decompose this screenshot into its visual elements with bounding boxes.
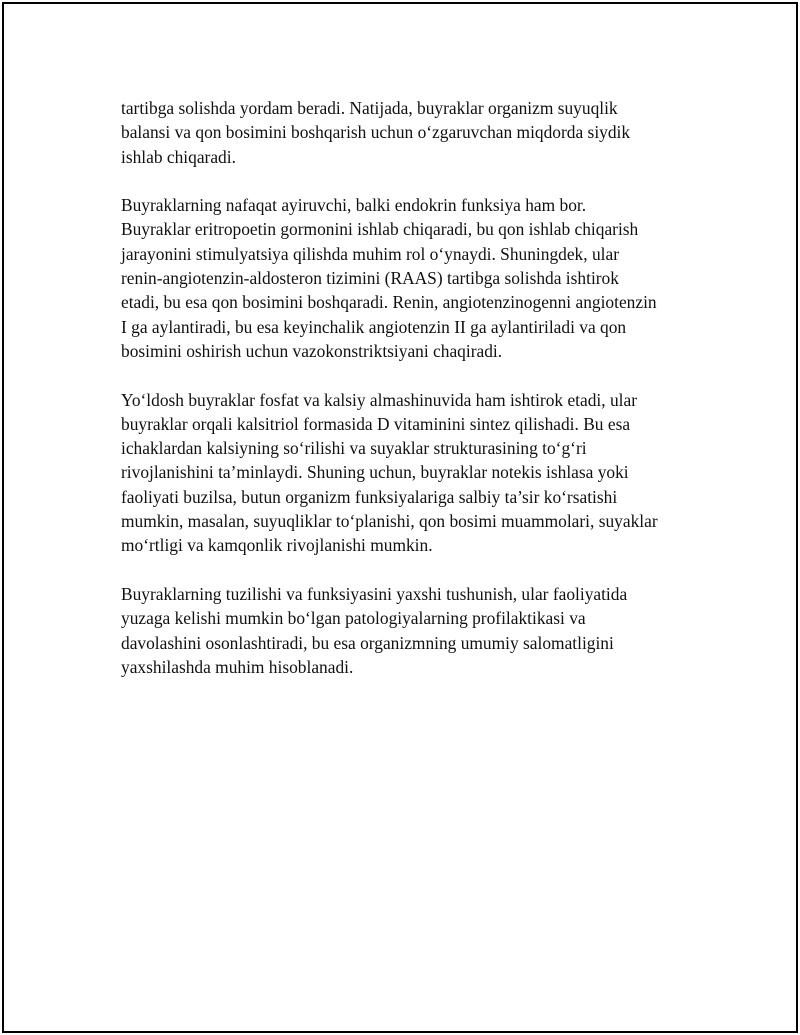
- document-body: [121, 96, 701, 703]
- document-page: [2, 2, 798, 1033]
- paragraph-4: Buyraklarning tuzilishi va funksiyasini yaxshi tushunish, ular faoliyatida yuzaga kelishi mumkin bo‘lgan patologiyalarning profilaktikasi va davolashini osonlashtiradi, bu esa organizmning umumiy salomatligini yaxshilashda muhim hisoblanadi.: [121, 583, 628, 677]
- paragraph-3: Yo‘ldosh buyraklar fosfat va kalsiy almashinuvida ham ishtirok etadi, ular buyraklar orqali kalsitriol formasida D vitaminini sintez qilishadi. Bu esa ichaklardan kalsiyning so‘rilishi va suyaklar strukturasining to‘g‘ri rivojlanishini ta’minlaydi. Shuning uchun, buyraklar notekis ishlasa yoki faoliyati buzilsa, butun organizm funksiyalariga salbiy ta’sir ko‘rsatishi mumkin, masalan, suyuqliklar to‘planishi, qon bosimi muammolari, suyaklar mo‘rtligi va kamqonlik rivojlanishi mumkin.: [121, 389, 658, 556]
- paragraph-1: tartibga solishda yordam beradi. Natijada, buyraklar organizm suyuqlik balansi va qon bosimini boshqarish uchun o‘zgaruvchan miqdorda siydik ishlab chiqaradi.: [121, 98, 631, 167]
- paragraph-2: Buyraklarning nafaqat ayiruvchi, balki endokrin funksiya ham bor. Buyraklar eritropoetin gormonini ishlab chiqaradi, bu qon ishlab chiqarish jarayonini stimulyatsiya qilishda muhim rol o‘ynaydi. Shuningdek, ular renin-angiotenzin-aldosteron tizimini (RAAS) tartibga solishda ishtirok etadi, bu esa qon bosimini boshqaradi. Renin, angiotenzinogenni angiotenzin I ga aylantiradi, bu esa keyinchalik angiotenzin II ga aylantiriladi va qon bosimini oshirish uchun vazokonstriktsiyani chaqiradi.: [121, 195, 657, 361]
